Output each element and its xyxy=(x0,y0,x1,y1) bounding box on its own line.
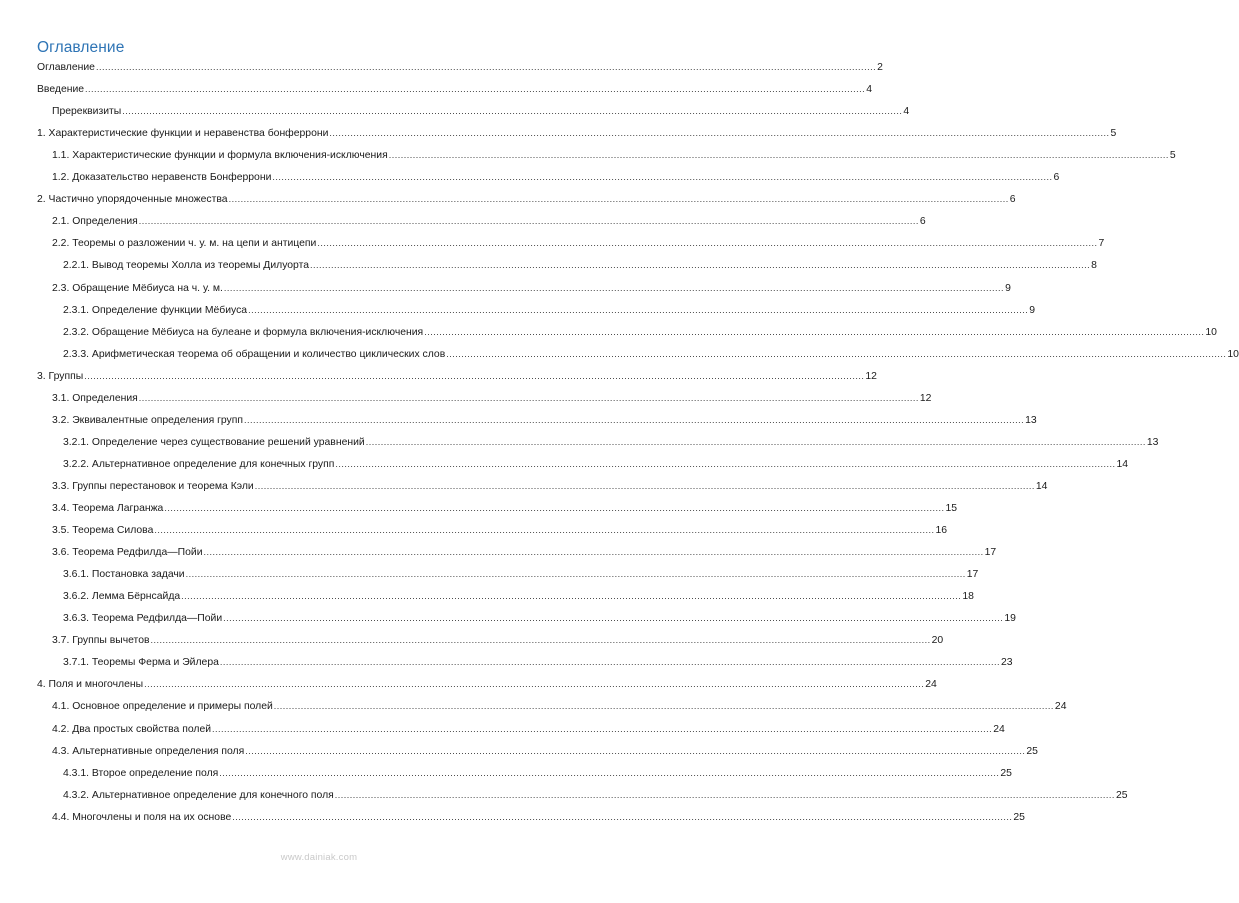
toc-leader-dots: .................................................................................................................................................................................................................................................................... xyxy=(273,701,1054,712)
toc-entry-title: 3.4. Теорема Лагранжа xyxy=(52,503,164,514)
toc-entry-title: 3.6. Теорема Редфилда—Пойи xyxy=(52,547,203,559)
toc-entry[interactable] xyxy=(52,720,1005,736)
toc-leader-dots: .................................................................................................................................................................................................................................................................... xyxy=(219,767,1000,778)
toc-entry-page-number: 6 xyxy=(919,216,926,228)
toc-entry-title: 1.1. Характеристические функции и формула включения-исключения xyxy=(52,150,388,162)
toc-entry-page-number: 15 xyxy=(945,503,958,514)
toc-entry-title: 1. Характеристические функции и неравенства бонферрони xyxy=(37,128,329,140)
toc-leader-dots: .................................................................................................................................................................................................................................................................... xyxy=(232,811,1013,822)
toc-entry-title: 3.2.1. Определение через существование решений уравнений xyxy=(63,436,365,448)
toc-entry[interactable] xyxy=(63,609,1016,625)
toc-entry[interactable] xyxy=(63,786,1128,802)
toc-entry-title: 3.7. Группы вычетов xyxy=(52,635,150,647)
toc-entry[interactable] xyxy=(63,345,1239,361)
toc-entry[interactable] xyxy=(52,521,948,537)
toc-entry-page-number: 13 xyxy=(1025,414,1037,426)
toc-leader-dots: .................................................................................................................................................................................................................................................................... xyxy=(223,282,1005,293)
toc-entry-title: 4. Поля и многочлены xyxy=(37,679,144,691)
toc-leader-dots: .................................................................................................................................................................................................................................................................... xyxy=(84,370,865,381)
toc-entry-page-number: 19 xyxy=(1004,613,1016,625)
toc-leader-dots: .................................................................................................................................................................................................................................................................... xyxy=(317,238,1098,249)
toc-leader-dots: .................................................................................................................................................................................................................................................................... xyxy=(365,436,1146,447)
toc-heading: Оглавление xyxy=(37,39,125,56)
toc-leader-dots: .................................................................................................................................................................................................................................................................... xyxy=(154,525,935,536)
toc-leader-dots: .................................................................................................................................................................................................................................................................... xyxy=(164,503,945,513)
toc-entry-page-number: 24 xyxy=(925,679,937,691)
toc-entry-page-number: 6 xyxy=(1053,172,1060,184)
toc-leader-dots: .................................................................................................................................................................................................................................................................... xyxy=(424,326,1205,337)
toc-entry-page-number: 2 xyxy=(877,62,883,73)
toc-entry-page-number: 8 xyxy=(1091,260,1097,272)
toc-entry-page-number: 12 xyxy=(919,392,932,404)
toc-entry-page-number: 4 xyxy=(903,106,910,118)
toc-entry[interactable] xyxy=(63,653,1013,669)
toc-entry-page-number: 10 xyxy=(1205,326,1217,338)
toc-leader-dots: .................................................................................................................................................................................................................................................................... xyxy=(248,304,1029,315)
toc-leader-dots: .................................................................................................................................................................................................................................................................... xyxy=(329,128,1110,139)
toc-entry[interactable] xyxy=(63,301,1035,317)
toc-leader-dots: .................................................................................................................................................................................................................................................................... xyxy=(446,348,1227,359)
toc-entry[interactable] xyxy=(52,168,1060,184)
toc-entry-title: 3.2. Эквивалентные определения групп xyxy=(52,414,243,426)
toc-leader-dots: .................................................................................................................................................................................................................................................................... xyxy=(138,216,919,227)
toc-entry[interactable] xyxy=(37,675,937,691)
toc-entry[interactable] xyxy=(63,565,979,581)
toc-entry-title: 4.4. Многочлены и поля на их основе xyxy=(52,811,232,823)
toc-entry[interactable] xyxy=(52,102,910,118)
toc-leader-dots: .................................................................................................................................................................................................................................................................... xyxy=(144,679,925,690)
toc-entry[interactable] xyxy=(52,389,932,405)
toc-leader-dots: .................................................................................................................................................................................................................................................................... xyxy=(212,723,993,734)
toc-entry-page-number: 5 xyxy=(1169,150,1176,162)
toc-entry[interactable] xyxy=(63,764,1012,780)
toc-entry-title: 2.2. Теоремы о разложении ч. у. м. на цепи и антицепи xyxy=(52,238,317,250)
toc-entry-page-number: 23 xyxy=(1001,657,1013,669)
toc-entry-page-number: 25 xyxy=(1026,745,1038,757)
toc-entry[interactable] xyxy=(52,697,1067,713)
toc-leader-dots: .................................................................................................................................................................................................................................................................... xyxy=(272,172,1053,183)
toc-entry-title: 2.3.1. Определение функции Мёбиуса xyxy=(63,304,248,316)
toc-entry-page-number: 5 xyxy=(1110,128,1117,140)
toc-leader-dots: .................................................................................................................................................................................................................................................................... xyxy=(150,635,931,646)
toc-entry-title: 3.7.1. Теоремы Ферма и Эйлера xyxy=(63,657,219,669)
toc-entry-title: Введение xyxy=(37,84,85,96)
toc-entry[interactable] xyxy=(52,808,1025,824)
toc-entry[interactable] xyxy=(37,80,872,96)
toc-entry-page-number: 17 xyxy=(984,547,997,559)
toc-entry-title: 2.3.2. Обращение Мёбиуса на булеане и формула включения-исключения xyxy=(63,326,424,338)
toc-entry-title: 2. Частично упорядоченные множества xyxy=(37,194,228,206)
toc-entry-title: 3.3. Группы перестановок и теорема Кэли xyxy=(52,480,254,492)
toc-leader-dots: .................................................................................................................................................................................................................................................................... xyxy=(335,458,1116,469)
toc-entry[interactable] xyxy=(63,455,1129,471)
toc-leader-dots: .................................................................................................................................................................................................................................................................... xyxy=(223,613,1004,624)
toc-entry-title: 3.2.2. Альтернативное определение для конечных групп xyxy=(63,458,335,470)
toc-leader-dots: .................................................................................................................................................................................................................................................................... xyxy=(138,392,919,403)
toc-entry[interactable] xyxy=(52,631,944,647)
toc-entry-title: 3.6.1. Постановка задачи xyxy=(63,569,185,581)
toc-entry-page-number: 14 xyxy=(1116,458,1129,470)
toc-entry[interactable] xyxy=(52,212,926,228)
toc-entry[interactable] xyxy=(52,742,1038,758)
toc-entry[interactable] xyxy=(63,433,1159,449)
toc-entry-title: 4.3. Альтернативные определения поля xyxy=(52,745,245,757)
toc-leader-dots: .................................................................................................................................................................................................................................................................... xyxy=(254,480,1035,491)
toc-entry-title: 3.1. Определения xyxy=(52,392,138,404)
toc-leader-dots: .................................................................................................................................................................................................................................................................... xyxy=(122,106,903,117)
toc-entry-page-number: 6 xyxy=(1009,194,1016,206)
toc-entry-page-number: 24 xyxy=(1054,701,1067,713)
toc-entry-title: 3.5. Теорема Силова xyxy=(52,525,154,537)
toc-leader-dots: .................................................................................................................................................................................................................................................................... xyxy=(185,569,966,580)
toc-entry-title: 4.3.1. Второе определение поля xyxy=(63,767,219,779)
toc-entry-page-number: 25 xyxy=(1115,789,1128,801)
toc-entry[interactable] xyxy=(63,587,974,603)
toc-leader-dots: .................................................................................................................................................................................................................................................................... xyxy=(310,260,1091,271)
toc-entry-page-number: 25 xyxy=(1013,811,1025,823)
toc-leader-dots: .................................................................................................................................................................................................................................................................... xyxy=(228,194,1009,205)
toc-leader-dots: .................................................................................................................................................................................................................................................................... xyxy=(181,591,962,602)
page-footer: www.dainiak.com xyxy=(280,852,358,863)
toc-leader-dots: .................................................................................................................................................................................................................................................................... xyxy=(85,84,866,95)
toc-entry[interactable] xyxy=(63,323,1217,339)
toc-entry[interactable] xyxy=(52,146,1176,162)
toc-leader-dots: .................................................................................................................................................................................................................................................................... xyxy=(219,657,1001,668)
toc-entry-title: Оглавление xyxy=(37,62,95,73)
toc-leader-dots: .................................................................................................................................................................................................................................................................... xyxy=(388,150,1169,161)
toc-leader-dots: .................................................................................................................................................................................................................................................................... xyxy=(203,547,984,558)
toc-entry-page-number: 16 xyxy=(935,525,948,537)
toc-entry-title: 2.1. Определения xyxy=(52,216,138,228)
toc-entry[interactable] xyxy=(52,234,1105,250)
toc-entry[interactable] xyxy=(37,367,877,383)
toc-entry[interactable] xyxy=(52,279,1011,295)
toc-entry[interactable] xyxy=(52,477,1048,493)
toc-entry-page-number: 14 xyxy=(1035,480,1048,492)
toc-entry-title: 4.1. Основное определение и примеры полей xyxy=(52,701,273,713)
toc-leader-dots: .................................................................................................................................................................................................................................................................... xyxy=(334,789,1115,800)
toc-entry[interactable] xyxy=(37,124,1117,140)
toc-entry-title: 1.2. Доказательство неравенств Бонферрони xyxy=(52,172,272,184)
toc-entry-page-number: 20 xyxy=(931,635,944,647)
toc-entry-page-number: 9 xyxy=(1005,282,1011,294)
toc-entry-title: 2.3.3. Арифметическая теорема об обращении и количество циклических слов xyxy=(63,348,446,360)
toc-entry-page-number: 24 xyxy=(993,723,1005,735)
toc-entry-title: 3. Группы xyxy=(37,370,84,382)
toc-entry-title: 3.6.3. Теорема Редфилда—Пойи xyxy=(63,613,223,625)
toc-entry[interactable] xyxy=(63,256,1097,272)
toc-entry[interactable] xyxy=(37,58,883,74)
toc-entry[interactable] xyxy=(52,411,1037,427)
toc-entry-page-number: 25 xyxy=(1000,767,1012,779)
toc-entry-page-number: 17 xyxy=(966,569,979,581)
toc-leader-dots: .................................................................................................................................................................................................................................................................... xyxy=(245,745,1026,756)
toc-entry-title: 3.6.2. Лемма Бёрнсайда xyxy=(63,591,181,603)
toc-entry[interactable] xyxy=(52,499,958,515)
toc-entry-title: 2.2.1. Вывод теоремы Холла из теоремы Дилуорта xyxy=(63,260,310,272)
toc-entry[interactable] xyxy=(37,190,1016,206)
toc-entry-page-number: 4 xyxy=(866,84,872,96)
toc-entry-page-number: 12 xyxy=(865,370,877,382)
toc-entry-title: Пререквизиты xyxy=(52,106,122,118)
toc-entry-page-number: 9 xyxy=(1029,304,1035,316)
toc-entry-page-number: 10 xyxy=(1227,348,1239,360)
toc-entry-title: 4.2. Два простых свойства полей xyxy=(52,723,212,735)
toc-entry-page-number: 18 xyxy=(962,591,974,603)
toc-entry-page-number: 13 xyxy=(1146,436,1159,448)
toc-leader-dots: .................................................................................................................................................................................................................................................................... xyxy=(95,62,877,72)
toc-entry-page-number: 7 xyxy=(1098,238,1105,250)
toc-entry-title: 4.3.2. Альтернативное определение для конечного поля xyxy=(63,789,334,801)
toc-entry-title: 2.3. Обращение Мёбиуса на ч. у. м. xyxy=(52,282,223,294)
toc-entry[interactable] xyxy=(52,543,997,559)
toc-leader-dots: .................................................................................................................................................................................................................................................................... xyxy=(243,414,1025,425)
